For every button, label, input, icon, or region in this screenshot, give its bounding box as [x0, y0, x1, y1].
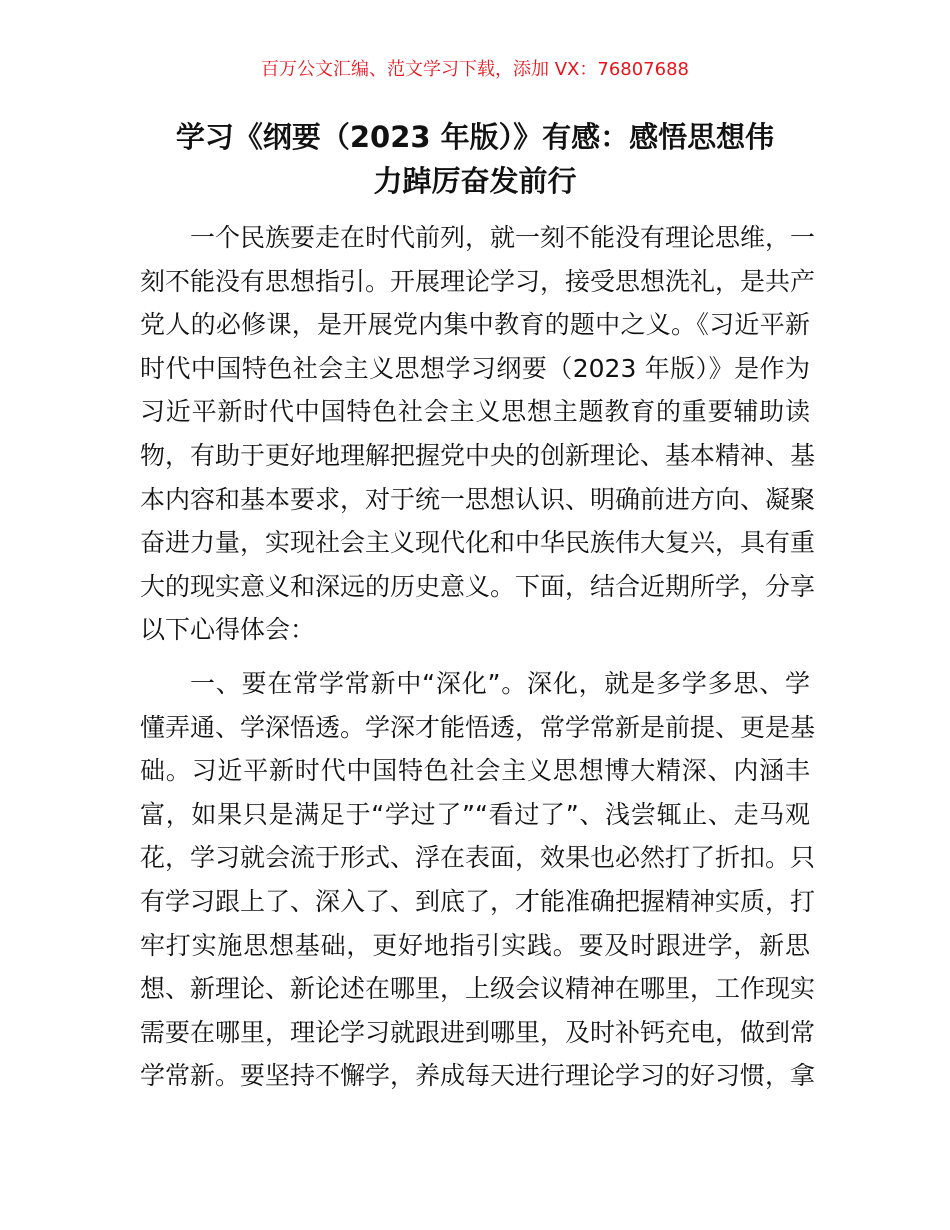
text-line: 懂弄通、学深悟透。学深才能悟透，常学常新是前提、更是基 [140, 712, 816, 742]
text-line: 花，学习就会流于形式、浮在表面，效果也必然打了折扣。只 [140, 843, 816, 873]
text-line: 习近平新时代中国特色社会主义思想主题教育的重要辅助读 [140, 397, 810, 427]
text-line: 刻不能没有思想指引。开展理论学习，接受思想洗礼，是共产 [140, 266, 816, 296]
watermark-header: 百万公文汇编、范文学习下载，添加 VX：76807688 [261, 59, 689, 80]
title-line: 力踔厉奋发前行 [373, 164, 577, 198]
text-line: 本内容和基本要求，对于统一思想认识、明确前进方向、凝聚 [140, 484, 816, 514]
text-line: 富，如果只是满足于“学过了”“看过了”、浅尝辄止、走马观 [140, 799, 810, 829]
text-line: 大的现实意义和深远的历史意义。下面，结合近期所学，分享 [140, 571, 816, 601]
text-line: 学常新。要坚持不懈学，养成每天进行理论学习的好习惯，拿 [140, 1061, 816, 1091]
text-line: 牢打实施思想基础，更好地指引实践。要及时跟进学，新思 [140, 930, 810, 960]
text-line: 物，有助于更好地理解把握党中央的创新理论、基本精神、基 [140, 440, 816, 470]
text-line: 想、新理论、新论述在哪里，上级会议精神在哪里，工作现实 [140, 974, 816, 1004]
title-line: 学习《纲要（2023 年版）》有感：感悟思想伟 [175, 120, 775, 154]
paragraph-section-1 [140, 662, 816, 1098]
paragraph-intro [140, 216, 816, 652]
text-line: 需要在哪里，理论学习就跟进到哪里，及时补钙充电，做到常 [140, 1017, 816, 1047]
text-line: 以下心得体会： [140, 615, 316, 645]
text-line: 一、要在常学常新中“深化”。深化，就是多学多思、学 [190, 669, 810, 698]
text-line: 时代中国特色社会主义思想学习纲要（2023 年版）》是作为 [140, 353, 810, 383]
text-line: 有学习跟上了、深入了、到底了，才能准确把握精神实质，打 [140, 886, 816, 916]
document-title [130, 115, 820, 203]
text-line: 奋进力量，实现社会主义现代化和中华民族伟大复兴，具有重 [140, 528, 816, 558]
text-line: 础。习近平新时代中国特色社会主义思想博大精深、内涵丰 [140, 756, 810, 786]
text-line: 一个民族要走在时代前列，就一刻不能没有理论思维，一 [190, 223, 816, 252]
text-line: 党人的必修课，是开展党内集中教育的题中之义。《习近平新 [140, 310, 810, 340]
